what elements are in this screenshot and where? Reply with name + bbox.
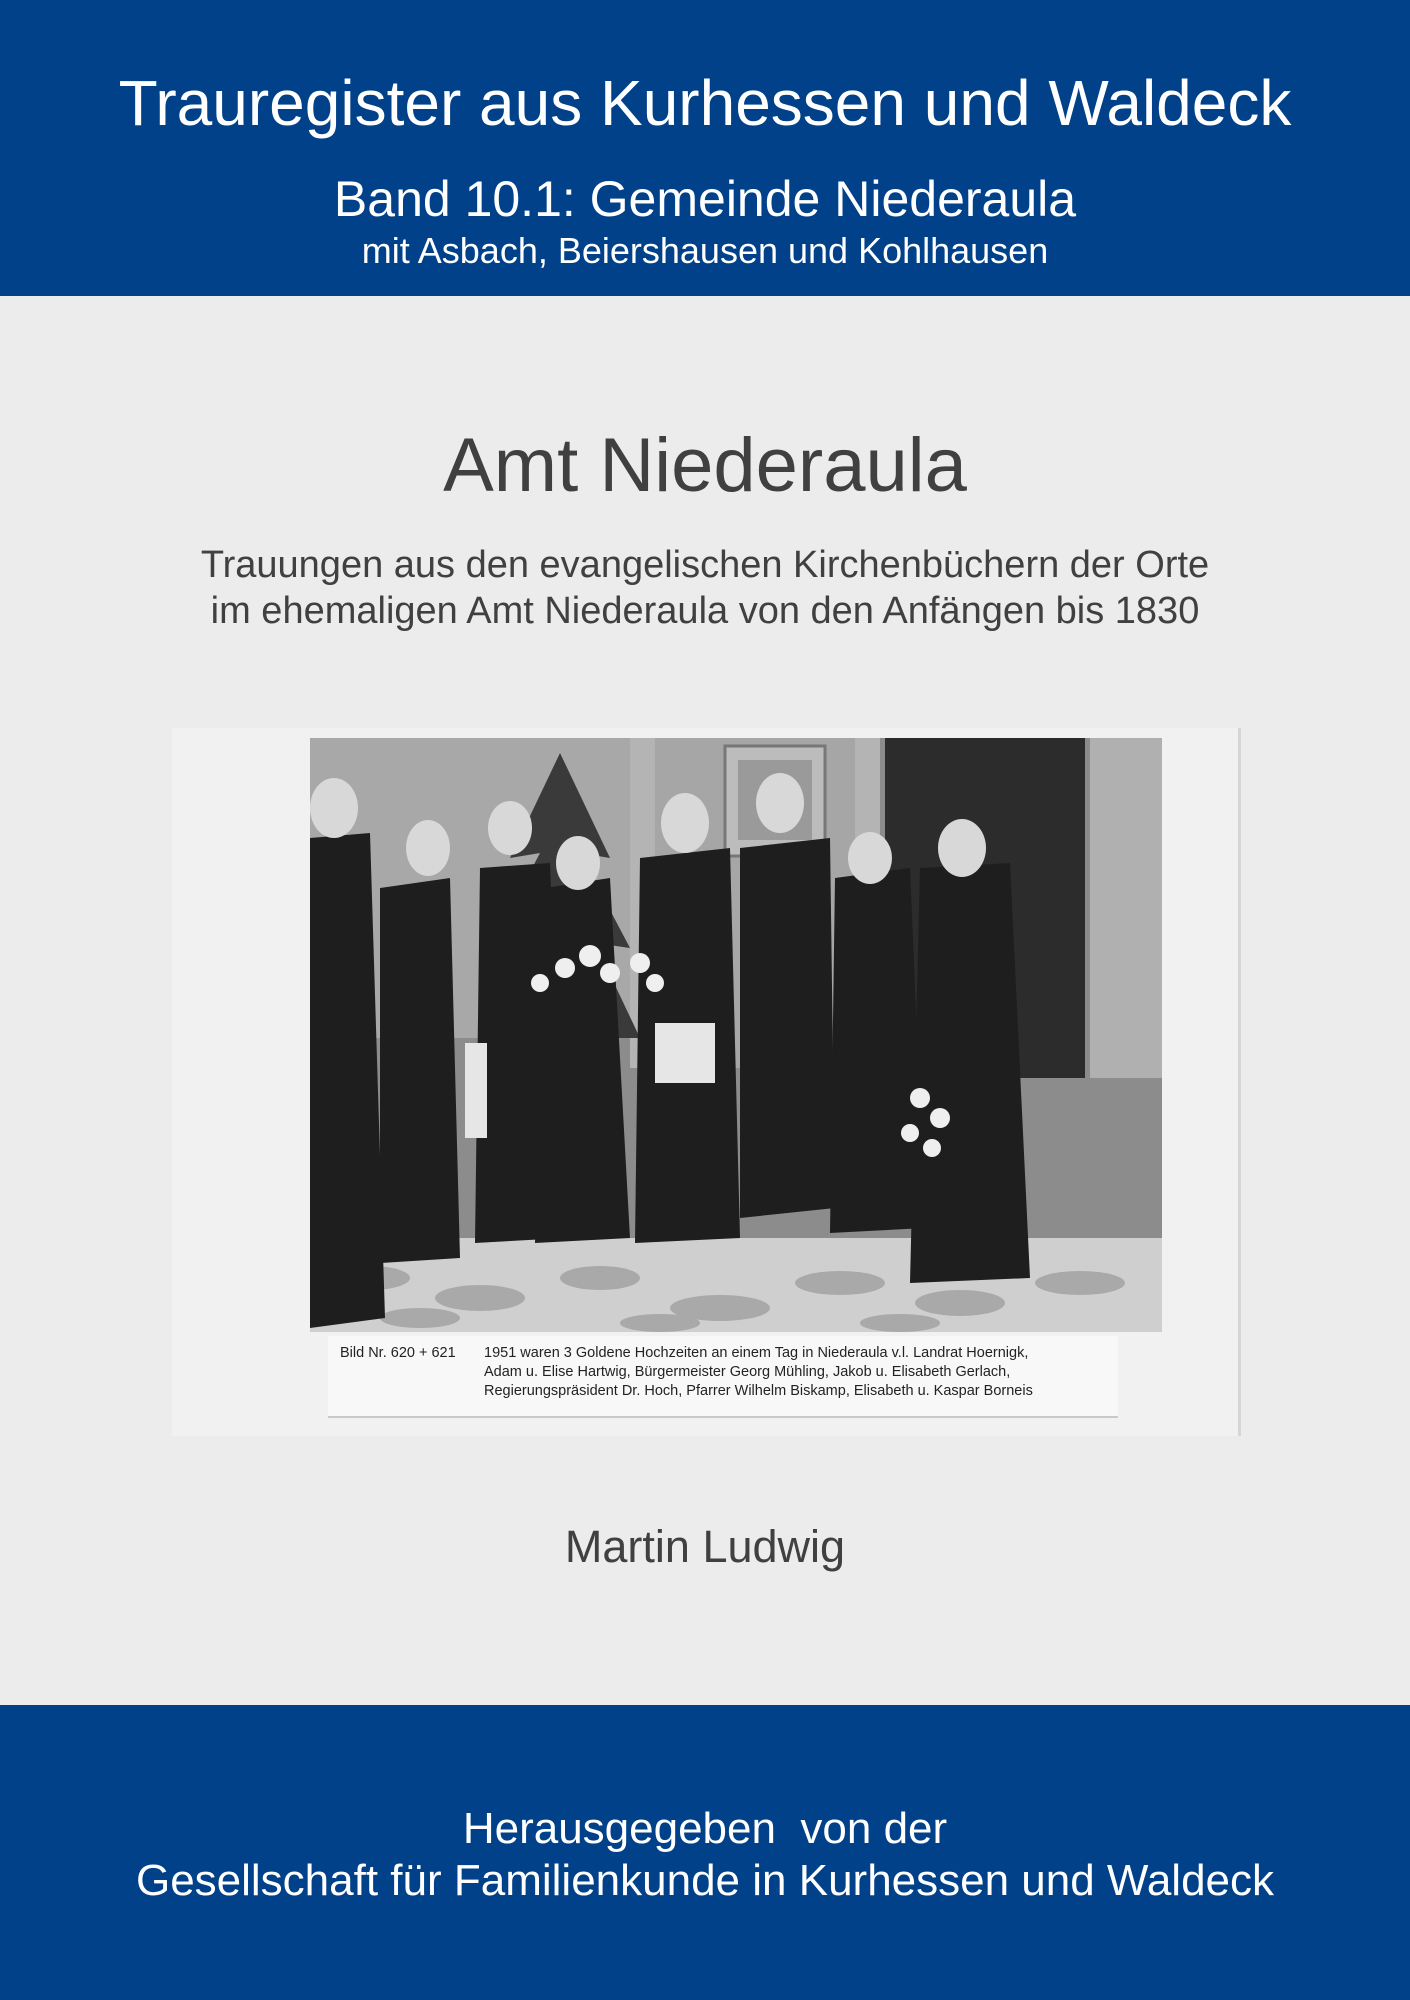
- caption-line: Regierungspräsident Dr. Hoch, Pfarrer Wilhelm Biskamp, Elisabeth u. Kaspar Borneis: [484, 1383, 1033, 1399]
- caption-text: [484, 1344, 1104, 1401]
- description-line: Trauungen aus den evangelischen Kirchenbüchern der Orte: [200, 544, 1210, 586]
- photo-illustration: [310, 738, 1162, 1332]
- caption-line: Adam u. Elise Hartwig, Bürgermeister Georg Mühling, Jakob u. Elisabeth Gerlach,: [484, 1364, 1011, 1380]
- caption-line: 1951 waren 3 Goldene Hochzeiten an einem Tag in Niederaula v.l. Landrat Hoernigk,: [484, 1345, 1029, 1361]
- volume-subtitle: mit Asbach, Beiershausen und Kohlhausen: [361, 230, 1049, 271]
- publisher-line: Gesellschaft für Familienkunde in Kurhessen und Waldeck: [135, 1856, 1275, 1905]
- book-description: [0, 542, 1410, 634]
- publisher-line: Herausgegeben von der: [462, 1804, 948, 1853]
- description-line: im ehemaligen Amt Niederaula von den Anfängen bis 1830: [210, 590, 1200, 632]
- author-name: Martin Ludwig: [564, 1521, 846, 1572]
- publisher: [0, 1803, 1410, 1907]
- photo-caption: [328, 1336, 1118, 1418]
- series-title: Trauregister aus Kurhessen und Waldeck: [118, 67, 1292, 139]
- footer-band: [0, 1705, 1410, 2000]
- photo-mount: [172, 728, 1241, 1436]
- caption-reference: Bild Nr. 620 + 621: [340, 1345, 456, 1361]
- wedding-group-photo: [310, 738, 1162, 1332]
- header-band: [0, 0, 1410, 296]
- volume-title: Band 10.1: Gemeinde Niederaula: [333, 171, 1077, 227]
- book-title: Amt Niederaula: [443, 423, 967, 508]
